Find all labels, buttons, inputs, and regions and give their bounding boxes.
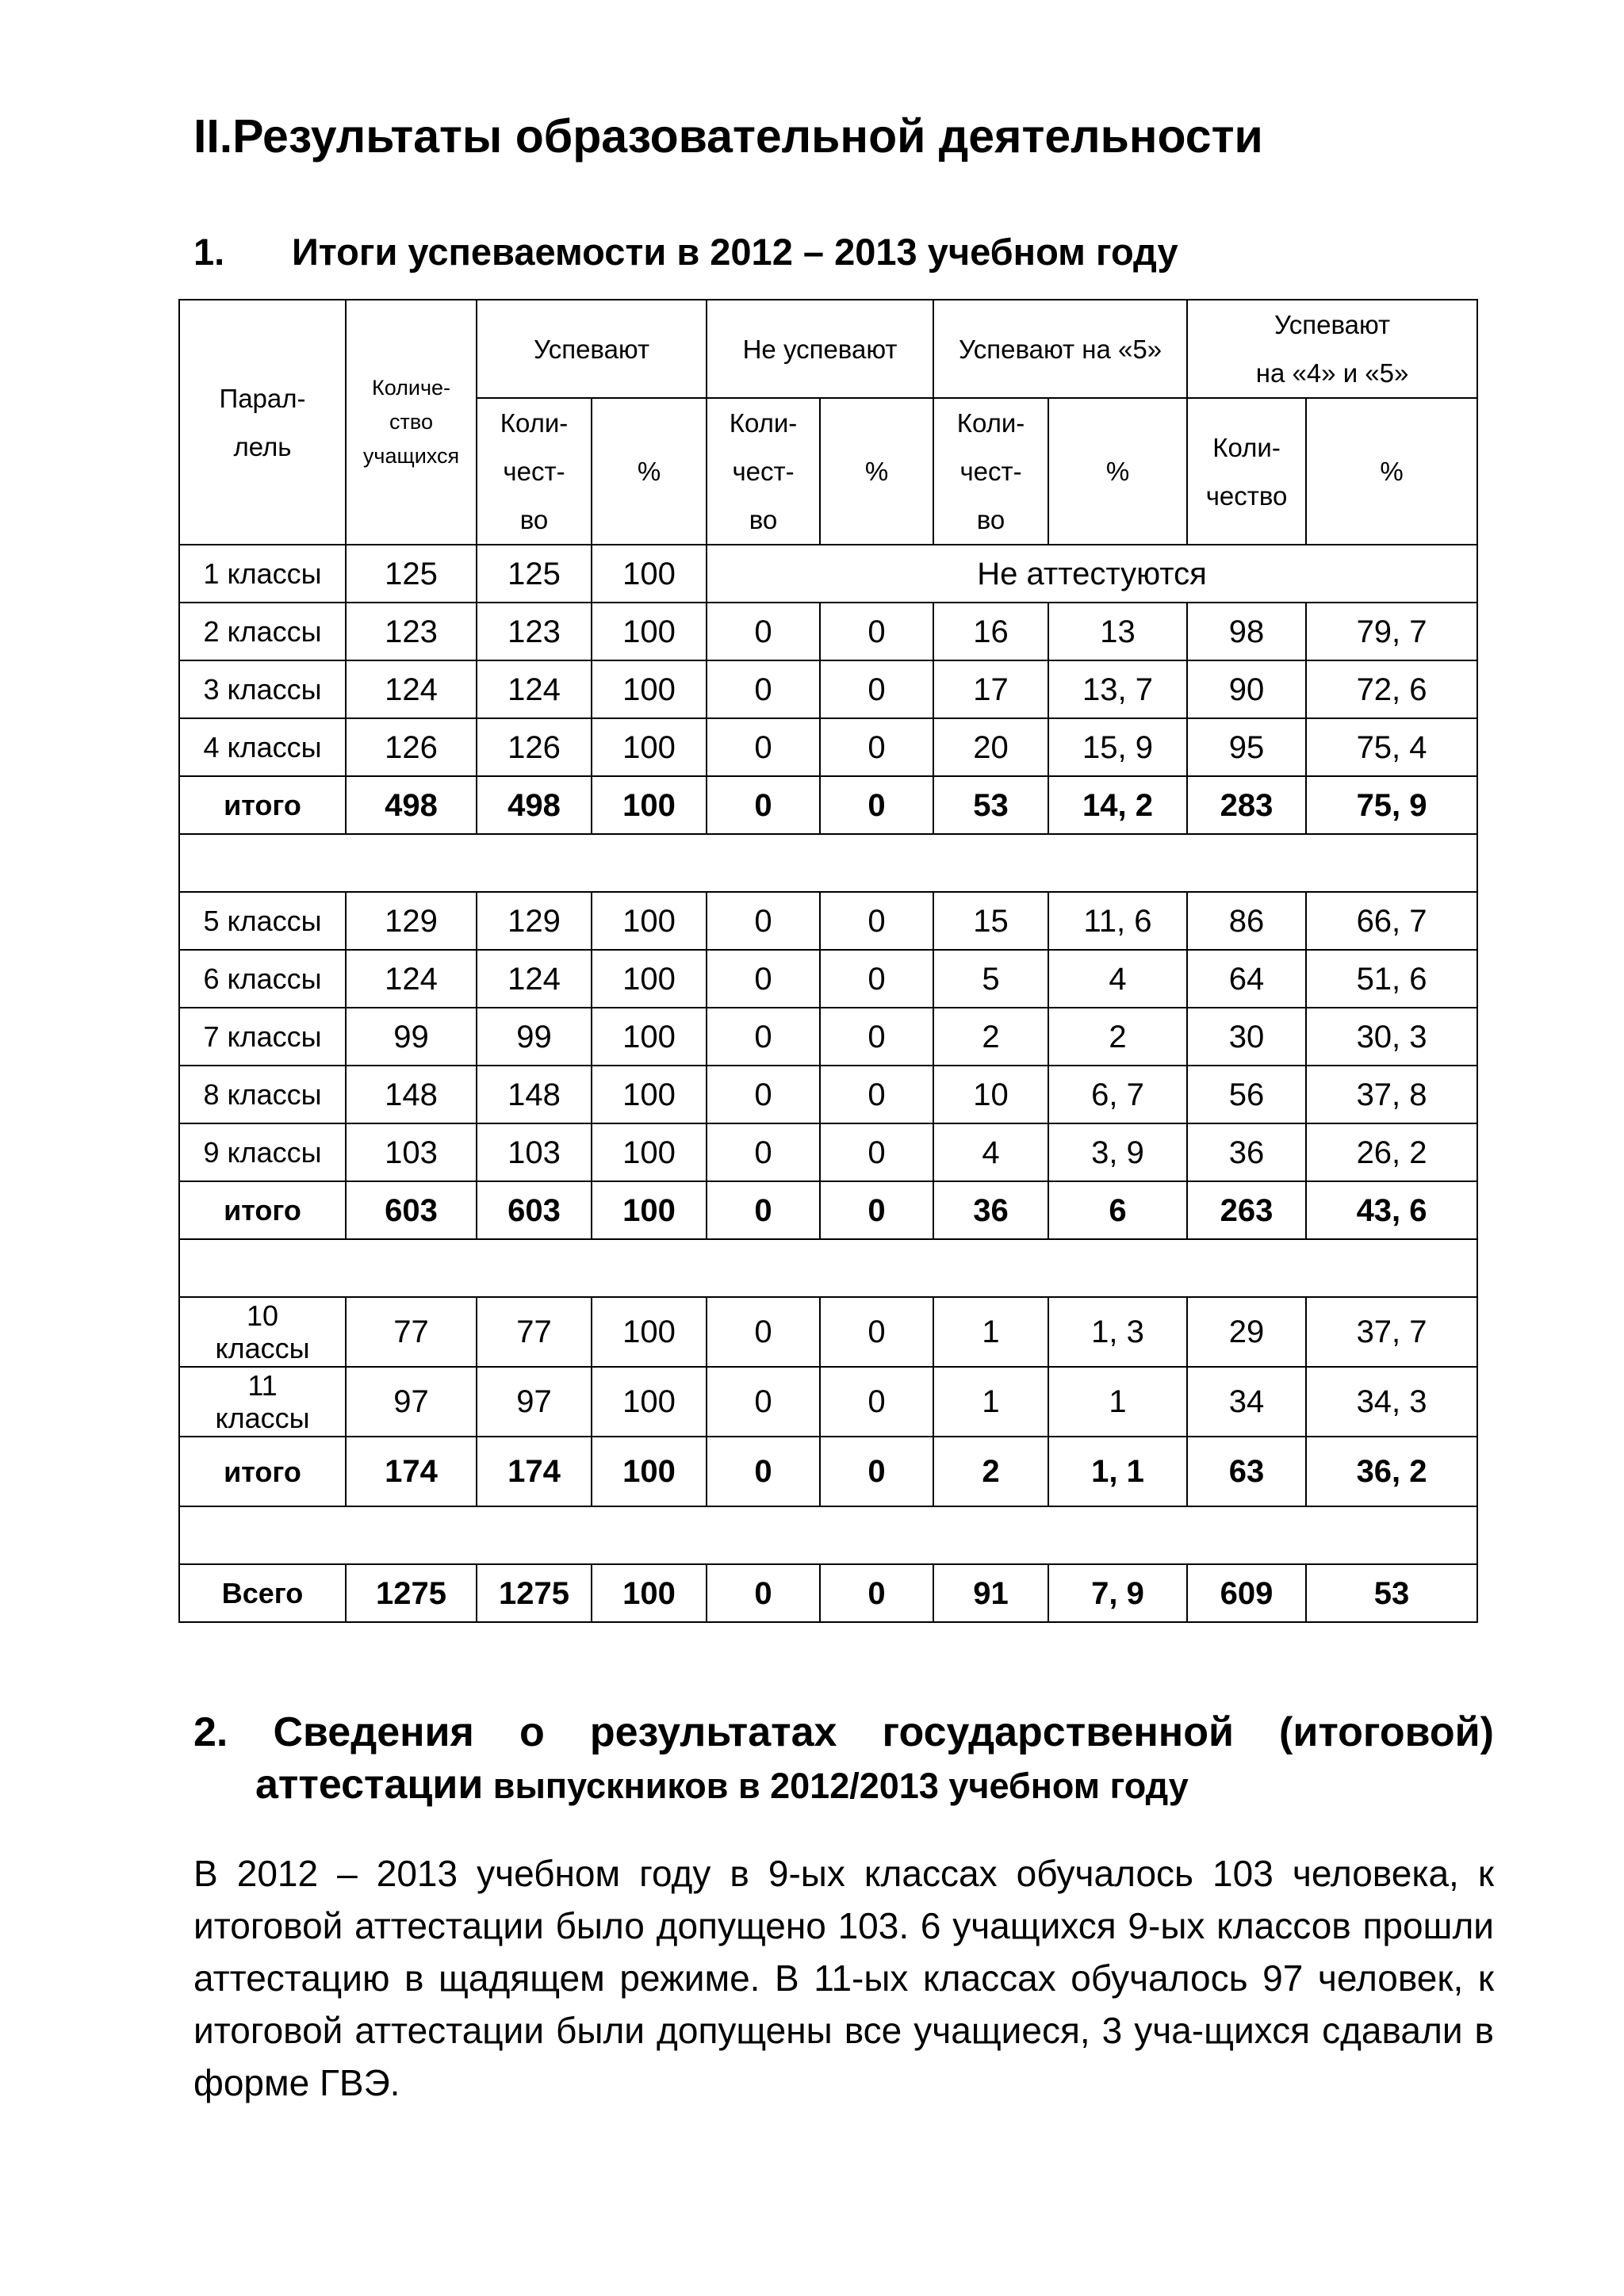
- row-label: итого: [179, 776, 346, 834]
- table-cell: 0: [820, 1297, 933, 1367]
- row-label: 1 классы: [179, 545, 346, 603]
- table-cell: 2: [933, 1437, 1048, 1506]
- table-cell: 15: [933, 892, 1048, 950]
- section-2-heading: [193, 1709, 1494, 1808]
- table-cell: 0: [707, 892, 820, 950]
- section-2-word: о: [519, 1709, 545, 1755]
- table-row: [179, 1123, 1477, 1181]
- table-cell: 36, 2: [1306, 1437, 1477, 1506]
- table-cell: 0: [707, 718, 820, 776]
- table-cell: 148: [346, 1066, 477, 1123]
- table-cell: 13, 7: [1048, 660, 1187, 718]
- table-cell: 0: [707, 660, 820, 718]
- table-cell: 124: [346, 950, 477, 1008]
- table-cell: 1: [1048, 1367, 1187, 1437]
- not-attested-cell: Не аттестуются: [707, 545, 1477, 603]
- table-total-row: [179, 776, 1477, 834]
- table-cell: 0: [707, 950, 820, 1008]
- table-cell: 123: [477, 603, 592, 660]
- table-cell: 77: [346, 1297, 477, 1367]
- table-total-row: [179, 1564, 1477, 1622]
- table-spacer-row: [179, 834, 1477, 892]
- table-total-row: [179, 1437, 1477, 1506]
- table-cell: 0: [820, 1123, 933, 1181]
- header-passing: Успевают: [477, 300, 707, 398]
- table-cell: 75, 4: [1306, 718, 1477, 776]
- table-cell: 37, 8: [1306, 1066, 1477, 1123]
- table-cell: 43, 6: [1306, 1181, 1477, 1239]
- table-cell: 3, 9: [1048, 1123, 1187, 1181]
- header-good-excellent: Успевают на «4» и «5»: [1187, 300, 1477, 398]
- subheader-qty: Коли- чество: [1187, 398, 1306, 545]
- table-cell: 4: [933, 1123, 1048, 1181]
- section-2-word: (итоговой): [1279, 1709, 1494, 1755]
- table-cell: 100: [592, 1297, 707, 1367]
- table-cell: 53: [933, 776, 1048, 834]
- table-cell: 0: [707, 776, 820, 834]
- table-cell: 263: [1187, 1181, 1306, 1239]
- section-2-line2: [255, 1761, 1494, 1808]
- row-label: Всего: [179, 1564, 346, 1622]
- header-failing: Не успевают: [707, 300, 933, 398]
- row-label: 7 классы: [179, 1008, 346, 1066]
- table-cell: 125: [346, 545, 477, 603]
- table-cell: 63: [1187, 1437, 1306, 1506]
- table-row: [179, 603, 1477, 660]
- body-paragraph: В 2012 – 2013 учебном году в 9-ых классах обучалось 103 человека, к итоговой аттестации было допущено 103. 6 учащихся 9-ых классов прошли аттестацию в щадящем режиме. В 11-ых классах обучалось 97 человек, к итоговой аттестации были допущены все учащиеся, 3 уча-щихся сдавали в форме ГВЭ.: [193, 1853, 1494, 2103]
- table-cell: 0: [820, 776, 933, 834]
- table-cell: 64: [1187, 950, 1306, 1008]
- table-cell: 0: [707, 1181, 820, 1239]
- table-cell: 77: [477, 1297, 592, 1367]
- table-row: [179, 950, 1477, 1008]
- table-cell: 14, 2: [1048, 776, 1187, 834]
- table-cell: 5: [933, 950, 1048, 1008]
- table-cell: 0: [820, 1066, 933, 1123]
- table-cell: 603: [346, 1181, 477, 1239]
- row-label: 4 классы: [179, 718, 346, 776]
- table-cell: 100: [592, 776, 707, 834]
- section-1-number: 1.: [193, 231, 225, 273]
- table-cell: 0: [707, 1564, 820, 1622]
- table-cell: 37, 7: [1306, 1297, 1477, 1367]
- subheader-qty: Коли- чест- во: [933, 398, 1048, 545]
- table-cell: 1275: [477, 1564, 592, 1622]
- table-cell: 0: [707, 1123, 820, 1181]
- table-cell: 0: [707, 1297, 820, 1367]
- table-cell: 125: [477, 545, 592, 603]
- page-title: II.Результаты образовательной деятельности: [193, 110, 1263, 163]
- table-cell: 1: [933, 1297, 1048, 1367]
- table-cell: 100: [592, 1008, 707, 1066]
- table-cell: 29: [1187, 1297, 1306, 1367]
- table-cell: 0: [820, 950, 933, 1008]
- table-cell: 56: [1187, 1066, 1306, 1123]
- table-cell: 86: [1187, 892, 1306, 950]
- section-2-line2-big: аттестации: [255, 1762, 484, 1808]
- subheader-qty: Коли- чест- во: [477, 398, 592, 545]
- table-cell: 0: [820, 1437, 933, 1506]
- subheader-pct: %: [1048, 398, 1187, 545]
- table-cell: 0: [820, 718, 933, 776]
- subheader-pct: %: [1306, 398, 1477, 545]
- table-spacer-row: [179, 1239, 1477, 1297]
- table-cell: 100: [592, 603, 707, 660]
- table-cell: 53: [1306, 1564, 1477, 1622]
- table-cell: 124: [477, 660, 592, 718]
- table-cell: 100: [592, 660, 707, 718]
- table-cell: 498: [477, 776, 592, 834]
- table-cell: 1: [933, 1367, 1048, 1437]
- table-cell: 174: [346, 1437, 477, 1506]
- header-student-count: Количе- ство учащихся: [346, 300, 477, 545]
- table-cell: 0: [707, 1437, 820, 1506]
- table-cell: 100: [592, 1564, 707, 1622]
- table-cell: 0: [820, 660, 933, 718]
- table-cell: 174: [477, 1437, 592, 1506]
- subheader-pct: %: [592, 398, 707, 545]
- table-cell: 36: [933, 1181, 1048, 1239]
- table-cell: 103: [477, 1123, 592, 1181]
- table-cell: 100: [592, 1066, 707, 1123]
- table-cell: 0: [707, 603, 820, 660]
- table-cell: 124: [477, 950, 592, 1008]
- row-label: 2 классы: [179, 603, 346, 660]
- table-cell: 100: [592, 892, 707, 950]
- table-cell: 0: [707, 1066, 820, 1123]
- table-cell: 97: [346, 1367, 477, 1437]
- table-cell: 98: [1187, 603, 1306, 660]
- table-cell: 498: [346, 776, 477, 834]
- table-row: [179, 1297, 1477, 1367]
- subheader-pct: %: [820, 398, 933, 545]
- table-cell: 99: [346, 1008, 477, 1066]
- row-label: 6 классы: [179, 950, 346, 1008]
- row-label: 3 классы: [179, 660, 346, 718]
- table-total-row: [179, 1181, 1477, 1239]
- section-2-word: Сведения: [273, 1709, 474, 1755]
- table-cell: 283: [1187, 776, 1306, 834]
- section-2-word: государственной: [882, 1709, 1234, 1755]
- table-cell: 100: [592, 1181, 707, 1239]
- table-cell: 6: [1048, 1181, 1187, 1239]
- table-cell: 34: [1187, 1367, 1306, 1437]
- results-table: [178, 299, 1478, 1623]
- table-cell: 10: [933, 1066, 1048, 1123]
- table-row: [179, 1008, 1477, 1066]
- table-cell: 17: [933, 660, 1048, 718]
- table-cell: 30, 3: [1306, 1008, 1477, 1066]
- table-cell: 36: [1187, 1123, 1306, 1181]
- table-cell: 4: [1048, 950, 1187, 1008]
- table-cell: 129: [346, 892, 477, 950]
- table-cell: 20: [933, 718, 1048, 776]
- table-cell: 6, 7: [1048, 1066, 1187, 1123]
- spacer-cell: [179, 1239, 1477, 1297]
- table-row: [179, 545, 1477, 603]
- table-cell: 0: [820, 1008, 933, 1066]
- table-cell: 7, 9: [1048, 1564, 1187, 1622]
- table-cell: 30: [1187, 1008, 1306, 1066]
- table-cell: 100: [592, 545, 707, 603]
- table-cell: 100: [592, 1123, 707, 1181]
- table-cell: 0: [820, 1367, 933, 1437]
- table-cell: 100: [592, 1367, 707, 1437]
- row-label: 11 классы: [179, 1367, 346, 1437]
- table-cell: 11, 6: [1048, 892, 1187, 950]
- table-cell: 1, 1: [1048, 1437, 1187, 1506]
- table-row: [179, 660, 1477, 718]
- table-cell: 0: [820, 1181, 933, 1239]
- table-cell: 2: [1048, 1008, 1187, 1066]
- table-cell: 15, 9: [1048, 718, 1187, 776]
- table-spacer-row: [179, 1506, 1477, 1564]
- table-cell: 100: [592, 1437, 707, 1506]
- section-2-line1: [193, 1709, 1494, 1756]
- table-cell: 66, 7: [1306, 892, 1477, 950]
- table-cell: 124: [346, 660, 477, 718]
- table-cell: 609: [1187, 1564, 1306, 1622]
- table-cell: 51, 6: [1306, 950, 1477, 1008]
- subheader-qty: Коли- чест- во: [707, 398, 820, 545]
- table-row: [179, 1367, 1477, 1437]
- header-parallel: Парал- лель: [179, 300, 346, 545]
- row-label: итого: [179, 1181, 346, 1239]
- header-excellent: Успевают на «5»: [933, 300, 1187, 398]
- section-2-number: 2.: [193, 1709, 228, 1755]
- row-label: 5 классы: [179, 892, 346, 950]
- table-cell: 0: [820, 892, 933, 950]
- table-cell: 13: [1048, 603, 1187, 660]
- table-cell: 90: [1187, 660, 1306, 718]
- table-row: [179, 1066, 1477, 1123]
- table-cell: 0: [707, 1367, 820, 1437]
- table-cell: 100: [592, 718, 707, 776]
- table-cell: 91: [933, 1564, 1048, 1622]
- section-1-heading: [193, 230, 1178, 274]
- table-cell: 0: [820, 603, 933, 660]
- table-cell: 103: [346, 1123, 477, 1181]
- table-cell: 97: [477, 1367, 592, 1437]
- table-cell: 0: [707, 1008, 820, 1066]
- table-cell: 34, 3: [1306, 1367, 1477, 1437]
- row-label: 10 классы: [179, 1297, 346, 1367]
- table-header-row: [179, 300, 1477, 398]
- table-cell: 603: [477, 1181, 592, 1239]
- table-cell: 1275: [346, 1564, 477, 1622]
- table-cell: 75, 9: [1306, 776, 1477, 834]
- table-cell: 148: [477, 1066, 592, 1123]
- table-cell: 16: [933, 603, 1048, 660]
- spacer-cell: [179, 834, 1477, 892]
- row-label: 9 классы: [179, 1123, 346, 1181]
- table-cell: 129: [477, 892, 592, 950]
- table-cell: 99: [477, 1008, 592, 1066]
- table-cell: 123: [346, 603, 477, 660]
- table-cell: 1, 3: [1048, 1297, 1187, 1367]
- table-cell: 79, 7: [1306, 603, 1477, 660]
- table-cell: 126: [477, 718, 592, 776]
- table-row: [179, 718, 1477, 776]
- table-cell: 26, 2: [1306, 1123, 1477, 1181]
- table-cell: 0: [820, 1564, 933, 1622]
- table-row: [179, 892, 1477, 950]
- row-label: итого: [179, 1437, 346, 1506]
- section-1-title: Итоги успеваемости в 2012 – 2013 учебном году: [292, 231, 1178, 273]
- spacer-cell: [179, 1506, 1477, 1564]
- table-cell: 72, 6: [1306, 660, 1477, 718]
- table-cell: 100: [592, 950, 707, 1008]
- section-2-line2-small: выпускников в 2012/2013 учебном году: [483, 1766, 1189, 1806]
- section-2-word: результатах: [589, 1709, 837, 1755]
- table-cell: 2: [933, 1008, 1048, 1066]
- table-cell: 126: [346, 718, 477, 776]
- table-cell: 95: [1187, 718, 1306, 776]
- row-label: 8 классы: [179, 1066, 346, 1123]
